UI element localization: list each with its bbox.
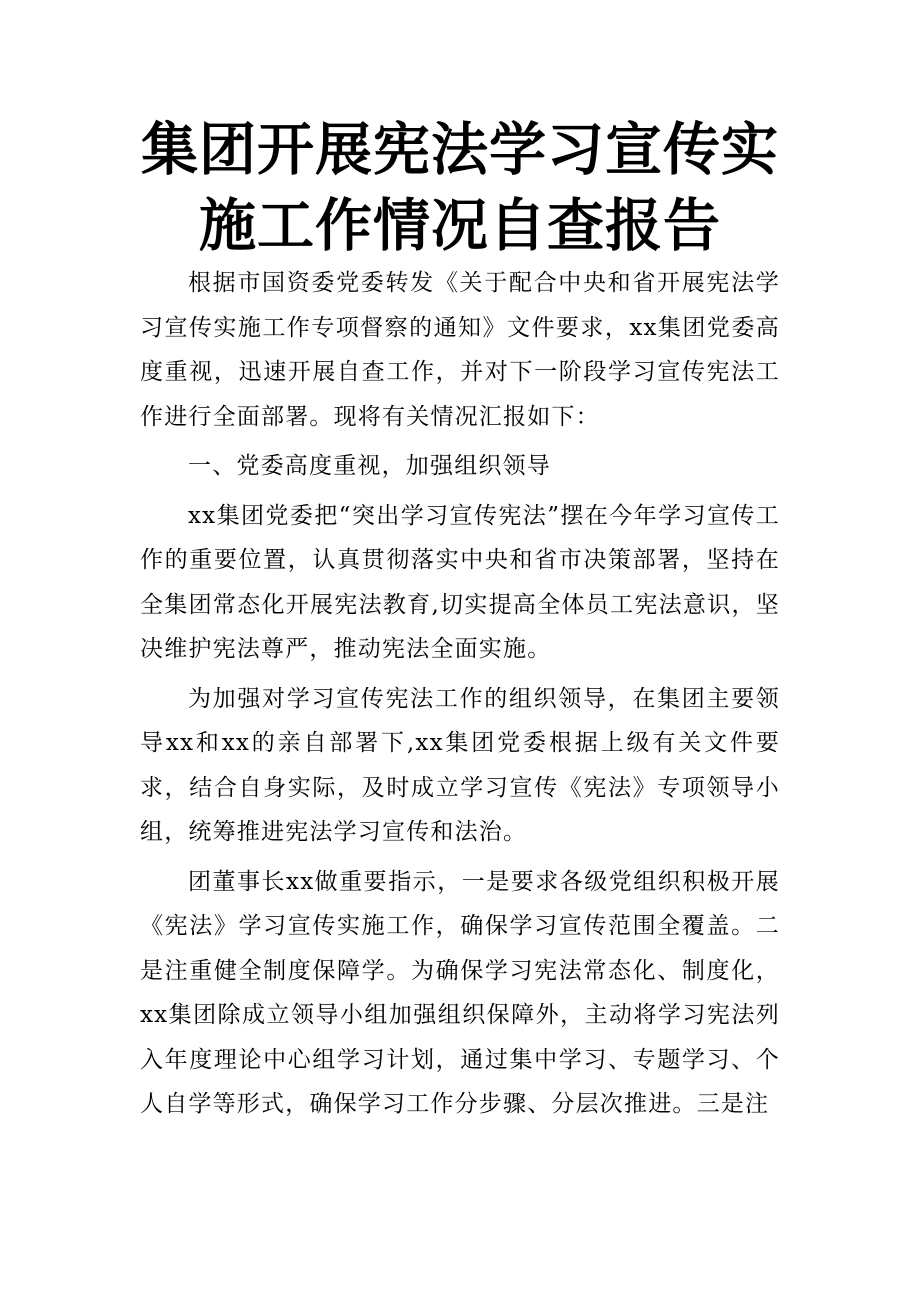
paragraph-chairman-instructions: 团董事长xx做重要指示，一是要求各级党组织积极开展《宪法》学习宣传实施工作，确保学习宣传范围全覆盖。二是注重健全制度保障学。为确保学习宪法常态化、制度化，xx集团除成立领导小组加强组织保障外，主动将学习宪法列入年度理论中心组学习计划，通过集中学习、专题学习、个人自学等形式，确保学习工作分步骤、分层次推进。三是注	[140, 868, 780, 1117]
paragraph-party-committee: xx集团党委把“突出学习宣传宪法”摆在今年学习宣传工作的重要位置，认真贯彻落实中央和省市决策部署，坚持在全集团常态化开展宪法教育,切实提高全体员工宪法意识，坚决维护宪法尊严，推动宪法全面实施。	[140, 502, 780, 662]
paragraph-intro: 根据市国资委党委转发《关于配合中央和省开展宪法学习宣传实施工作专项督察的通知》文件要求，xx集团党委高度重视，迅速开展自查工作，并对下一阶段学习宣传宪法工作进行全面部署。现将有关情况汇报如下：	[140, 270, 780, 430]
title-line-2: 施工作情况自查报告	[199, 193, 721, 259]
section-heading-1: 一、党委高度重视，加强组织领导	[188, 453, 551, 479]
paragraph-leadership-group: 为加强对学习宣传宪法工作的组织领导，在集团主要领导xx和xx的亲自部署下,xx集团党委根据上级有关文件要求，结合自身实际，及时成立学习宣传《宪法》专项领导小组，统筹推进宪法学习宣传和法治。	[140, 685, 780, 845]
document-title	[120, 112, 800, 264]
title-line-1: 集团开展宪法学习宣传实	[141, 117, 779, 183]
document-body	[140, 261, 780, 1132]
